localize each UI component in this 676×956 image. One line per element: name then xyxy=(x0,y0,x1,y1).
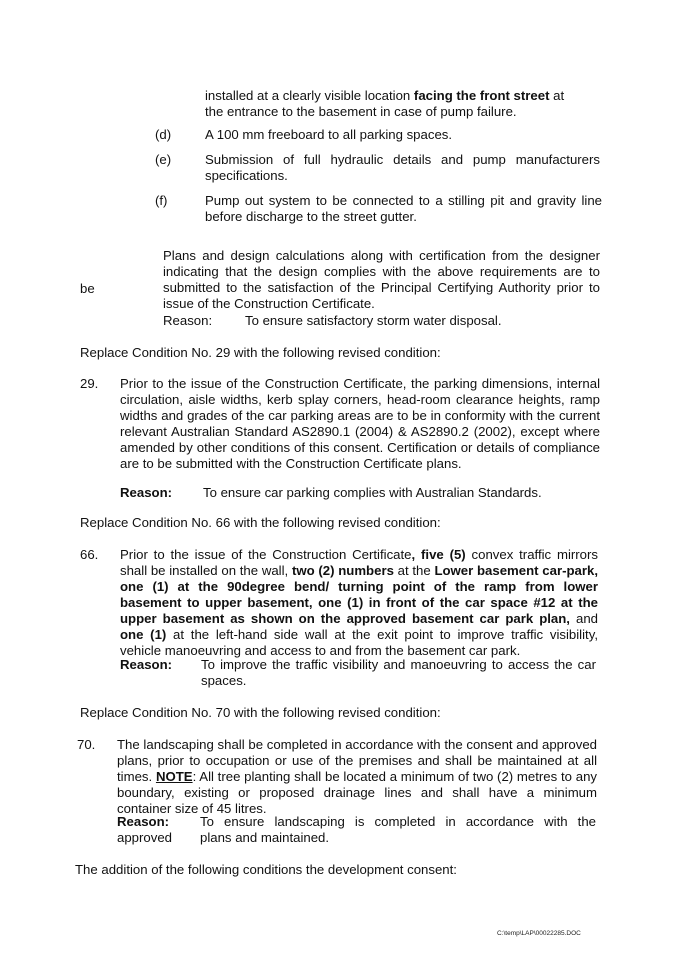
condition-70-body: The landscaping shall be completed in accordance with the consent and approved plans, prior to occupation or use of the premises and shall be maintained at all times. NOTE: All tree planting shall be located a minimum of two (2) metres to any boundary, existing or proposed drainage lines and shall have a minimum container size of 45 litres. xyxy=(117,737,598,816)
condition-29-intro: Replace Condition No. 29 with the following revised condition: xyxy=(80,345,441,360)
plans-paragraph: Plans and design calculations along with certification from the designer indicating that the design complies with the above requirements are to submitted to the satisfaction of the Principal Certifying Authority prior to issue of the Construction Certificate. xyxy=(163,248,600,311)
bold-phrase: facing the front street xyxy=(413,88,550,103)
margin-word: be xyxy=(80,281,95,296)
item-e-text: Submission of full hydraulic details and pump manufacturers specifications. xyxy=(205,152,600,183)
item-d-text: A 100 mm freeboard to all parking spaces. xyxy=(205,127,453,142)
condition-66-body: Prior to the issue of the Construction Certificate, five (5) convex traffic mirrors shall be installed on the wall, two (2) numbers at the Lower basement car-park, one (1) at the 90degree bend/ turning point of the ramp from lower basement to upper basement, one (1) in front of the car space #12 at the upper basement as shown on the approved basement car park plan, and one (1) at the left-hand side wall at the exit point to improve traffic visibility, vehicle manoeuvring and access to and from the basement car park. xyxy=(120,547,599,658)
condition-66-reason-label: Reason: xyxy=(120,657,173,672)
condition-29-reason-text: To ensure car parking complies with Australian Standards. xyxy=(203,485,542,500)
condition-66-number: 66. xyxy=(80,547,99,562)
footer-filename: C:\temp\LAP\00022285.DOC xyxy=(497,930,581,937)
condition-29-body: Prior to the issue of the Construction Certificate, the parking dimensions, internal circulation, aisle widths, kerb splay corners, head-room clearance heights, ramp widths and grades of the car parking areas are to be in conformity with the current relevant Australian Standard AS2890.1 (2004) & AS2890.2 (2002), except where amended by other conditions of this consent. Certification or details of compliance are to be submitted with the Construction Certificate plans. xyxy=(120,376,600,471)
plans-reason-label: Reason: xyxy=(163,313,213,328)
item-e-label: (e) xyxy=(155,152,172,167)
item-f-text: Pump out system to be connected to a stilling pit and gravity line before discharge to the street gutter. xyxy=(205,193,602,224)
condition-70-reason-text-line1: To ensure landscaping is completed in accordance with the xyxy=(200,814,596,829)
item-d-label: (d) xyxy=(155,127,172,142)
condition-29-reason-label: Reason: xyxy=(120,485,173,500)
condition-70-reason-text-line2: plans and maintained. xyxy=(200,830,330,845)
top-block-line2: the entrance to the basement in case of pump failure. xyxy=(205,104,517,119)
item-f-label: (f) xyxy=(155,193,168,208)
note-label: NOTE xyxy=(155,769,193,784)
closing-line: The addition of the following conditions the development consent: xyxy=(75,862,457,877)
condition-70-intro: Replace Condition No. 70 with the following revised condition: xyxy=(80,705,441,720)
condition-29-number: 29. xyxy=(80,376,99,391)
condition-70-number: 70. xyxy=(77,737,96,752)
condition-70-reason-label: Reason: xyxy=(117,814,170,829)
condition-66-reason-text: To improve the traffic visibility and manoeuvring to access the car spaces. xyxy=(201,657,596,688)
plans-reason-text: To ensure satisfactory storm water disposal. xyxy=(245,313,502,328)
condition-70-reason-prefix-line2: approved xyxy=(117,830,172,845)
condition-66-intro: Replace Condition No. 66 with the following revised condition: xyxy=(80,515,441,530)
top-block-line1: installed at a clearly visible location facing the front street at xyxy=(205,88,565,103)
